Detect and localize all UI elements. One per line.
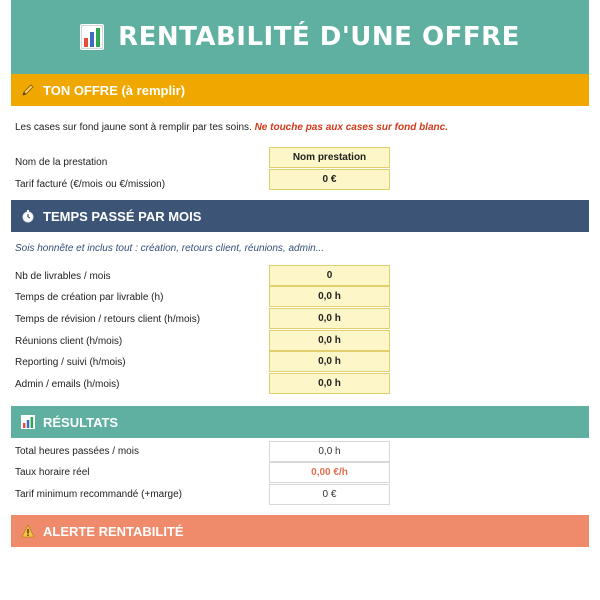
pencil-icon [21, 83, 35, 97]
fill-instructions [15, 122, 448, 133]
section-header-time [11, 200, 589, 232]
deliverables-input[interactable]: 0 [269, 265, 390, 286]
section-title-alert: ALERTE RENTABILITÉ [43, 523, 184, 539]
admin-input[interactable]: 0,0 h [269, 373, 390, 394]
row-label-minimum-price: Tarif minimum recommandé (+marge) [15, 489, 182, 500]
instructions-text: Les cases sur fond jaune sont à remplir par tes soins. [15, 122, 252, 133]
meetings-input[interactable]: 0,0 h [269, 330, 390, 351]
section-title-time: TEMPS PASSÉ PAR MOIS [43, 208, 202, 224]
section-header-offer [11, 74, 589, 106]
reporting-input[interactable]: 0,0 h [269, 351, 390, 372]
section-header-results [11, 406, 589, 438]
section-title-results: RÉSULTATS [43, 414, 119, 430]
creation-time-input[interactable]: 0,0 h [269, 286, 390, 307]
title-banner [11, 0, 589, 74]
bar-chart-icon [80, 24, 104, 50]
row-label-price: Tarif facturé (€/mois ou €/mission) [15, 179, 166, 190]
row-label-meetings: Réunions client (h/mois) [15, 336, 123, 347]
row-label-total-hours: Total heures passées / mois [15, 446, 139, 457]
instructions-warning: Ne touche pas aux cases sur fond blanc. [254, 122, 448, 133]
row-label-hourly-rate: Taux horaire réel [15, 467, 90, 478]
row-label-service-name: Nom de la prestation [15, 157, 108, 168]
stopwatch-icon [21, 209, 35, 223]
row-label-revision-time: Temps de révision / retours client (h/mois) [15, 314, 201, 325]
row-label-deliverables: Nb de livrables / mois [15, 271, 111, 282]
section-title-offer: TON OFFRE (à remplir) [43, 82, 186, 98]
row-label-reporting: Reporting / suivi (h/mois) [15, 357, 126, 368]
hourly-rate-value: 0,00 €/h [269, 462, 390, 483]
bar-chart-icon [21, 415, 35, 429]
service-name-input[interactable]: Nom prestation [269, 147, 390, 168]
row-label-admin: Admin / emails (h/mois) [15, 379, 120, 390]
time-instructions: Sois honnête et inclus tout : création, retours client, réunions, admin... [15, 243, 325, 254]
page-title: RENTABILITÉ D'UNE OFFRE [118, 22, 520, 52]
revision-time-input[interactable]: 0,0 h [269, 308, 390, 329]
price-input[interactable]: 0 € [269, 169, 390, 190]
spreadsheet-sheet [11, 0, 589, 547]
section-header-alert [11, 515, 589, 547]
minimum-price-value: 0 € [269, 484, 390, 505]
total-hours-value: 0,0 h [269, 441, 390, 462]
warning-icon [21, 524, 35, 538]
row-label-creation-time: Temps de création par livrable (h) [15, 292, 164, 303]
